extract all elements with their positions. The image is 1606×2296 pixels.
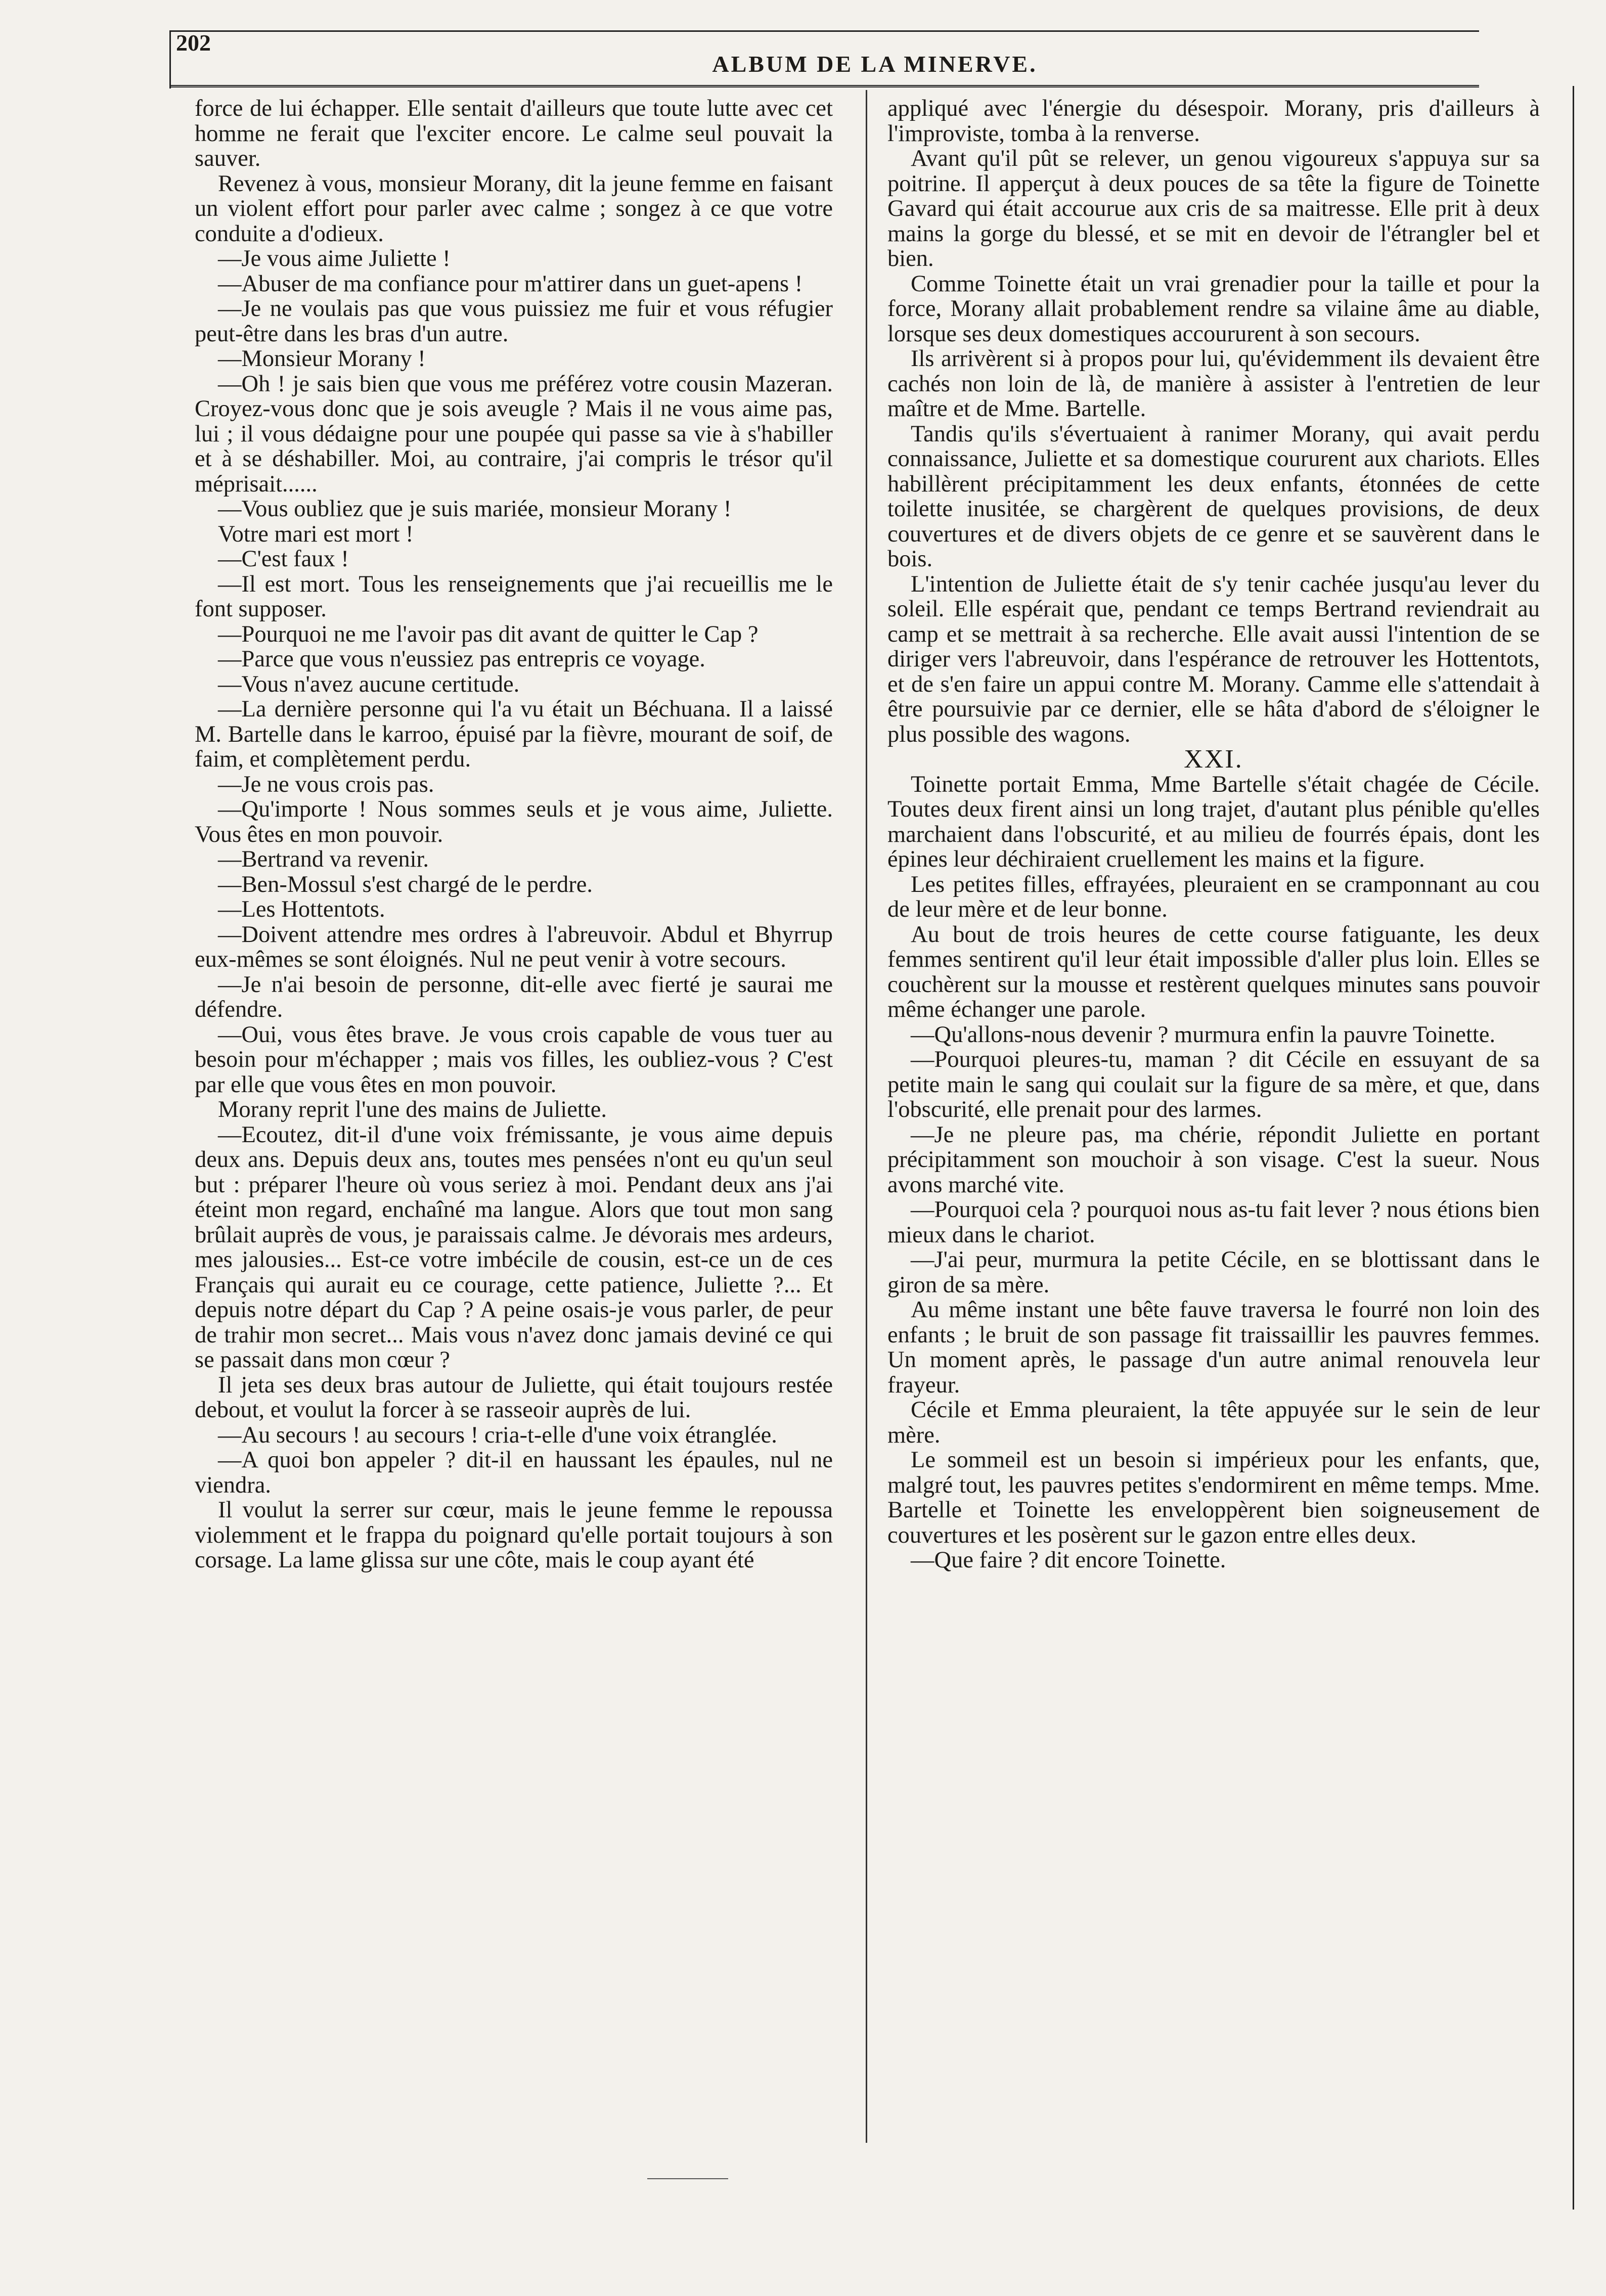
paragraph: Au même instant une bête fauve traversa le fourré non loin des enfants ; le bruit de son passage fit traissaillir les pauvres femmes. Un moment après, le passage d'un autre animal renouvela leur frayeur. [887, 1297, 1540, 1398]
paragraph: Morany reprit l'une des mains de Juliette. [218, 1097, 607, 1122]
header-rule-top [169, 30, 1479, 32]
paragraph: Avant qu'il pût se relever, un genou vigoureux s'appuya sur sa poitrine. Il apperçut à deux pouces de sa tête la figure de Toinette Gavard qui était accourue aux cris de sa maitresse. Elle prit à deux mains la gorge du blessé, et se mit en devoir de l'étrangler bel et bien. [887, 146, 1540, 272]
paragraph: —Les Hottentots. [218, 896, 385, 922]
paragraph: —Qu'importe ! Nous sommes seuls et je vous aime, Juliette. Vous êtes en mon pouvoir. [195, 796, 833, 847]
right-column-bottom [887, 772, 1540, 1573]
paragraph: —Je ne pleure pas, ma chérie, répondit Juliette en portant précipitamment son mouchoir à son visage. C'est la sueur. Nous avons marché vite. [887, 1121, 1540, 1198]
paragraph: —Pourquoi pleures-tu, maman ? dit Cécile en essuyant de sa petite main le sang qui coulait sur la figure de sa mère, et que, dans l'obscurité, elle prenait pour des larmes. [887, 1047, 1540, 1122]
paragraph: —Ecoutez, dit-il d'une voix frémissante, je vous aime depuis deux ans. Depuis deux ans, toutes mes pensées n'ont eu qu'un seul but : préparer l'heure où vous seriez à moi. Pendant deux ans j'ai éteint mon regard, enchaîné ma langue. Alors que tout mon sang brûlait auprès de vous, je paraissais calme. Je dévorais mes ardeurs, mes jalousies... Est-ce votre imbécile de cousin, est-ce un de ces Français qui aurait eu ce courage, cette patience, Juliette ?... Et depuis notre départ du Cap ? A peine osais-je vous parler, de peur de trahir mon secret... Mais vous n'avez donc jamais deviné ce qui se passait dans mon cœur ? [195, 1121, 833, 1373]
paragraph: —Je vous aime Juliette ! [218, 246, 451, 272]
paragraph: —Vous n'avez aucune certitude. [218, 671, 520, 697]
paragraph: —Que faire ? dit encore Toinette. [911, 1547, 1226, 1573]
paragraph: —Qu'allons-nous devenir ? murmura enfin la pauvre Toinette. [911, 1021, 1496, 1048]
paragraph: —Doivent attendre mes ordres à l'abreuvoir. Abdul et Bhyrrup eux-mêmes se sont éloignés. Nul ne peut venir à votre secours. [195, 921, 833, 972]
paragraph: —La dernière personne qui l'a vu était un Béchuana. Il a laissé M. Bartelle dans le karroo, épuisé par la fièvre, mourant de soif, de faim, et complètement perdu. [195, 696, 833, 772]
column-divider [866, 90, 867, 2143]
header-rule [169, 85, 1479, 87]
paragraph: —C'est faux ! [218, 546, 349, 572]
header-rule-left [169, 30, 171, 88]
paragraph: Il voulut la serrer sur cœur, mais le jeune femme le repoussa violemment et le frappa du poignard qu'elle portait toujours à son corsage. La lame glissa sur une côte, mais le coup ayant été [195, 1497, 833, 1573]
paragraph: force de lui échapper. Elle sentait d'ailleurs que toute lutte avec cet homme ne ferait que l'exciter encore. Le calme seul pouvait la sauver. [195, 96, 833, 171]
paragraph: —Au secours ! au secours ! cria-t-elle d'une voix étranglée. [218, 1422, 777, 1448]
paragraph: Tandis qu'ils s'évertuaient à ranimer Morany, qui avait perdu connaissance, Juliette et sa domestique coururent aux chariots. Elles habillèrent précipitamment les deux enfants, étonnées de cette toilette inusitée, se chargèrent de quelques provisions, de deux couvertures et de divers objets de ce genre et se sauvèrent dans le bois. [887, 421, 1540, 572]
paragraph: Toinette portait Emma, Mme Bartelle s'était chagée de Cécile. Toutes deux firent ainsi un long trajet, d'autant plus pénible qu'elles marchaient dans l'obscurité, et au milieu de fourrés épais, dont les épines leur déchiraient cruellement les mains et la figure. [887, 771, 1540, 872]
paragraph: L'intention de Juliette était de s'y tenir cachée jusqu'au lever du soleil. Elle espérait que, pendant ce temps Bertrand reviendrait au camp et se mettrait à sa recherche. Elle avait aussi l'intention de se diriger vers l'abreuvoir, dans l'espérance de retrouver les Hottentots, et de s'en faire un appui contre M. Morany. Camme elle s'attendait à être poursuivie par ce dernier, elle se hâta d'abord de s'éloigner le plus possible des wagons. [887, 571, 1540, 747]
bottom-mark [647, 2178, 728, 2179]
paragraph: —Je ne voulais pas que vous puissiez me fuir et vous réfugier peut-être dans les bras d'un autre. [195, 296, 833, 347]
left-column [195, 96, 833, 1573]
paragraph: —Bertrand va revenir. [218, 846, 429, 872]
paragraph: —Oui, vous êtes brave. Je vous crois capable de vous tuer au besoin pour m'échapper ; mais vos filles, les oubliez-vous ? C'est par elle que vous êtes en mon pouvoir. [195, 1021, 833, 1098]
paragraph: Il jeta ses deux bras autour de Juliette, qui était toujours restée debout, et voulut la forcer à se rasseoir auprès de lui. [195, 1372, 833, 1423]
paragraph: Le sommeil est un besoin si impérieux pour les enfants, que, malgré tout, les pauvres petites s'endormirent en même temps. Mme. Bartelle et Toinette les enveloppèrent bien soigneusement de couvertures et les posèrent sur le gazon entre elles deux. [887, 1447, 1540, 1548]
paragraph: Les petites filles, effrayées, pleuraient en se cramponnant au cou de leur mère et de leur bonne. [887, 871, 1540, 922]
paragraph: —Oh ! je sais bien que vous me préférez votre cousin Mazeran. Croyez-vous donc que je sois aveugle ? Mais il ne vous aime pas, lui ; il vous dédaigne pour une poupée qui passe sa vie à s'habiller et à se déshabiller. Moi, au contraire, j'ai compris le trésor qu'il méprisait...... [195, 371, 833, 497]
page-number: 202 [176, 30, 211, 56]
paragraph: —Il est mort. Tous les renseignements que j'ai recueillis me le font supposer. [195, 571, 833, 622]
paragraph: —Je n'ai besoin de personne, dit-elle avec fierté je saurai me défendre. [195, 971, 833, 1022]
paragraph: —J'ai peur, murmura la petite Cécile, en se blottissant dans le giron de sa mère. [887, 1247, 1540, 1298]
paragraph: Votre mari est mort ! [218, 521, 414, 547]
running-title: ALBUM DE LA MINERVE. [712, 51, 1038, 77]
paragraph: Revenez à vous, monsieur Morany, dit la jeune femme en faisant un violent effort pour parler avec calme ; songez à ce que votre conduite a d'odieux. [195, 170, 833, 247]
paragraph: —Ben-Mossul s'est chargé de le perdre. [218, 871, 593, 897]
paragraph: —Pourquoi cela ? pourquoi nous as-tu fait lever ? nous étions bien mieux dans le chariot. [887, 1197, 1540, 1248]
page-right-rule [1573, 86, 1574, 2210]
paragraph: —Je ne vous crois pas. [218, 771, 434, 797]
paragraph: —Monsieur Morany ! [218, 346, 426, 372]
right-column-top [887, 96, 1540, 747]
paragraph: Ils arrivèrent si à propos pour lui, qu'évidemment ils devaient être cachés non loin de là, de manière à assister à l'entretien de leur maître et de Mme. Bartelle. [887, 346, 1540, 422]
paragraph: Cécile et Emma pleuraient, la tête appuyée sur le sein de leur mère. [887, 1397, 1540, 1448]
right-column [887, 96, 1540, 1573]
paragraph: —Abuser de ma confiance pour m'attirer dans un guet-apens ! [218, 271, 803, 297]
paragraph: —Vous oubliez que je suis mariée, monsieur Morany ! [218, 496, 732, 522]
paragraph: —A quoi bon appeler ? dit-il en haussant les épaules, nul ne viendra. [195, 1447, 833, 1498]
paragraph: —Pourquoi ne me l'avoir pas dit avant de quitter le Cap ? [218, 621, 759, 647]
paragraph: —Parce que vous n'eussiez pas entrepris ce voyage. [218, 646, 705, 672]
paragraph: appliqué avec l'énergie du désespoir. Morany, pris d'ailleurs à l'improviste, tomba à la renverse. [887, 96, 1540, 147]
chapter-heading: XXI. [1184, 745, 1243, 774]
paragraph: Comme Toinette était un vrai grenadier pour la taille et pour la force, Morany allait probablement rendre sa vilaine âme au diable, lorsque ses deux domestiques accoururent à son secours. [887, 271, 1540, 347]
paragraph: Au bout de trois heures de cette course fatiguante, les deux femmes sentirent qu'il leur était impossible d'aller plus loin. Elles se couchèrent sur la mousse et restèrent quelques minutes sans pouvoir même échanger une parole. [887, 921, 1540, 1022]
